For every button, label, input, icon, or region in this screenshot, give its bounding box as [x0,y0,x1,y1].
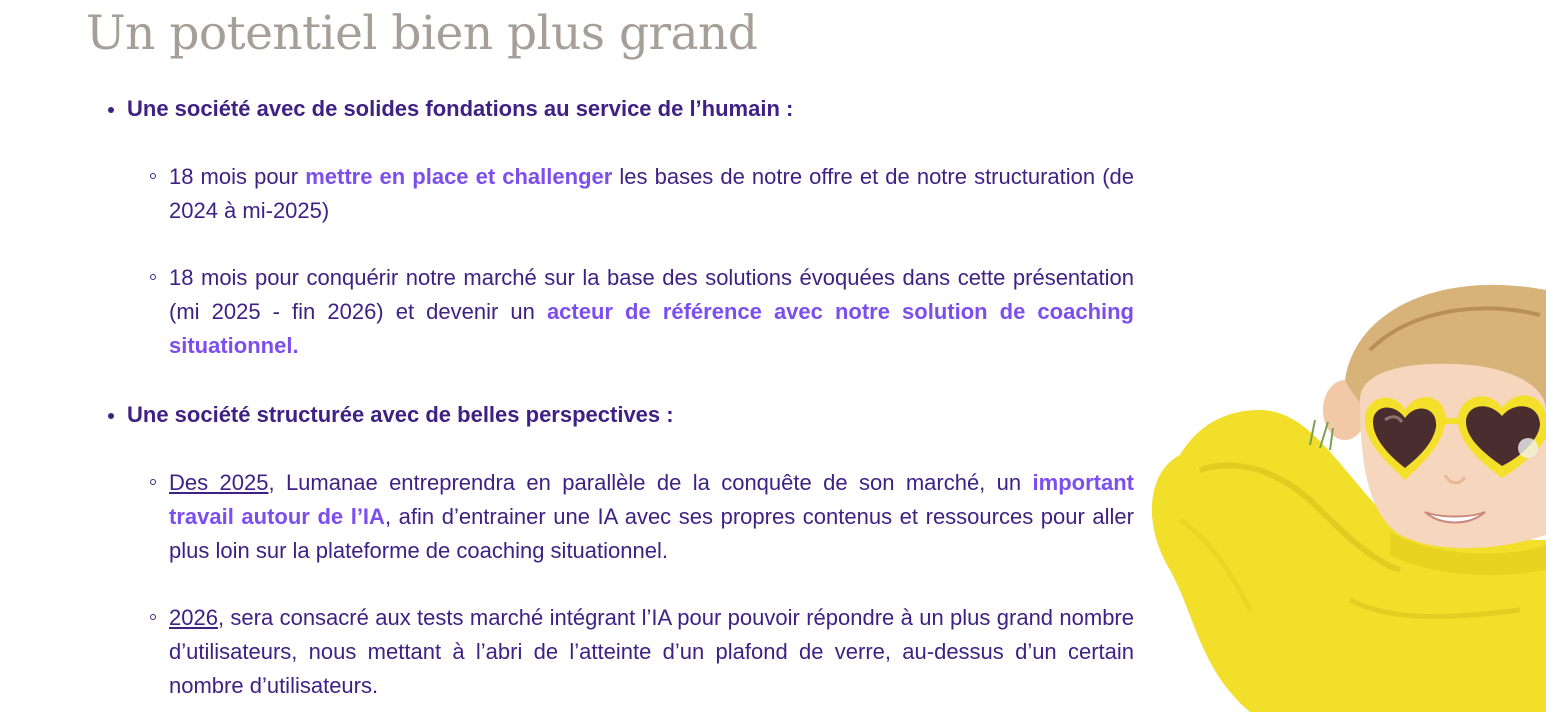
item-text: , Lumanae entreprendra en parallèle de la conquête de son marché, un [268,470,1033,495]
page-title: Un potentiel bien plus grand [86,6,758,61]
item-text: 18 mois pour [169,164,306,189]
list-item [169,261,1134,363]
item-text: , afin d’entrainer une IA avec ses propres contenus et ressources pour aller plus loin sur la plateforme de coaching situationnel. [169,504,1134,563]
list-item [169,601,1134,703]
item-underline: 2026 [169,605,218,630]
section-heading: Une société avec de solides fondations au service de l’humain : [127,92,793,126]
child-with-heart-sunglasses-photo [1140,270,1546,712]
item-highlight: important travail autour de l’IA [169,470,1134,529]
section-heading: Une société structurée avec de belles perspectives : [127,398,674,432]
item-text: , sera consacré aux tests marché intégrant l’IA pour pouvoir répondre à un plus grand nombre d’utilisateurs, nous mettant à l’abri de l’atteinte d’un plafond de verre, au-dessus d’un certain nombre d’utilisateurs. [169,605,1134,698]
item-highlight: mettre en place et challenger [305,164,613,189]
item-text: 18 mois pour conquérir notre marché sur la base des solutions évoquées dans cette présentation (mi 2025 - fin 2026) et devenir un [169,265,1134,324]
item-highlight: acteur de référence avec notre solution de coaching situationnel. [169,299,1134,358]
item-underline: Des 2025 [169,470,269,495]
list-item [169,466,1134,568]
item-text: les bases de notre offre et de notre structuration (de 2024 à mi-2025) [169,164,1134,223]
list-item [169,160,1134,228]
